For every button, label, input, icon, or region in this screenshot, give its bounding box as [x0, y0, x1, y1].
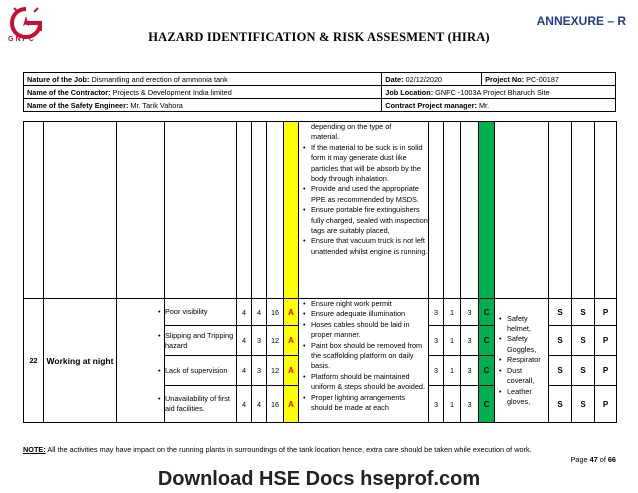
control-item: • If the material to be suck is in solid form it may generate dust like particles that will be absorb by the body through inhalation.: [311, 143, 428, 185]
residual-score: 3: [461, 326, 479, 356]
ppe-cell: [495, 299, 549, 423]
residual-severity: 1: [444, 356, 461, 386]
status-cell: S: [572, 356, 595, 386]
project-manager-cell: Contract Project manager: Mr.: [382, 99, 616, 112]
risk-level: A: [284, 356, 299, 386]
status-cell: S: [549, 326, 572, 356]
status-cell: S: [549, 386, 572, 423]
control-item: • Ensure night work permit: [311, 299, 428, 309]
activity-name: Working at night: [44, 299, 117, 423]
logo-text: GNFC: [8, 36, 36, 43]
residual-severity: 1: [444, 386, 461, 423]
risk-score: 16: [267, 299, 284, 326]
hazard-cell: • Poor visibility: [165, 299, 237, 326]
status-cell: S: [572, 326, 595, 356]
hazard-cell: • Lack of supervision: [165, 356, 237, 386]
risk-score: 16: [267, 386, 284, 423]
risk-level-cell: [284, 122, 299, 299]
risk-level: A: [284, 299, 299, 326]
residual-score: 3: [461, 356, 479, 386]
severity: 3: [252, 326, 267, 356]
status-cell: S: [572, 386, 595, 423]
page-title: HAZARD IDENTIFICATION & RISK ASSESMENT (HIRA): [148, 30, 490, 44]
job-location-cell: Job Location: GNFC -1003A Project Bharuch Site: [382, 86, 616, 99]
residual-score: 3: [461, 299, 479, 326]
control-item: • Ensure that vacuum truck is not left unattended whilst engine is running.: [311, 236, 428, 257]
control-item: • Provide and used the appropriate PPE as recommended by MSDS.: [311, 184, 428, 205]
severity: 4: [252, 299, 267, 326]
status-cell: P: [595, 326, 617, 356]
continuation-row: [24, 122, 617, 299]
severity: 4: [252, 386, 267, 423]
ppe-item: • Dust coverall,: [507, 366, 548, 387]
residual-probability: 3: [429, 299, 444, 326]
status-cell: P: [595, 356, 617, 386]
hira-table: [23, 121, 617, 423]
annexure-label: ANNEXURE – R: [536, 14, 626, 28]
residual-probability: 3: [429, 386, 444, 423]
residual-level-cell: [479, 122, 495, 299]
contractor-cell: Name of the Contractor: Projects & Development India limited: [24, 86, 382, 99]
job-info-table: [23, 72, 616, 112]
risk-level: A: [284, 386, 299, 423]
probability: 4: [237, 386, 252, 423]
control-item: • Ensure adequate illumination: [311, 309, 428, 319]
probability: 4: [237, 299, 252, 326]
residual-level: C: [479, 356, 495, 386]
status-cell: P: [595, 386, 617, 423]
risk-score: 12: [267, 326, 284, 356]
probability: 4: [237, 356, 252, 386]
serial-number: 22: [24, 299, 44, 423]
hazard-cell: • Slipping and Tripping hazard: [165, 326, 237, 356]
page-number: Page 47 of 66: [570, 455, 616, 464]
risk-score: 12: [267, 356, 284, 386]
control-measures-continued: depending on the type of material. • If the material to be suck is in solid form it may generate dust like particles that will be absorb by the body through inhalation. • Provide and used the appropriate PPE as recommended by MSDS. • Ensure portable fire extinguishers fully charged, sealed with inspection tags are suitably placed, • Ensure that vacuum truck is not left unattended whilst engine is running.: [299, 122, 429, 299]
nature-of-job-cell: Nature of the Job: Dismantling and erection of ammonia tank: [24, 73, 382, 86]
severity: 3: [252, 356, 267, 386]
control-item: • Ensure portable fire extinguishers fully charged, sealed with inspection tags are suitably placed,: [311, 205, 428, 236]
status-cell: S: [549, 356, 572, 386]
status-cell: P: [595, 299, 617, 326]
ppe-item: • Respirator: [507, 355, 548, 365]
residual-probability: 3: [429, 356, 444, 386]
download-watermark: Download HSE Docs hseprof.com: [157, 468, 481, 490]
residual-level: C: [479, 326, 495, 356]
control-item: • Proper lighting arrangements should be made at each: [311, 393, 428, 414]
control-item: • Paint box should be removed from the scaffolding platform on daily basis.: [311, 341, 428, 372]
ppe-item: • Safety helmet,: [507, 314, 548, 335]
risk-level: A: [284, 326, 299, 356]
hazard-row: [24, 299, 617, 326]
probability: 4: [237, 326, 252, 356]
residual-probability: 3: [429, 326, 444, 356]
hazard-cell: • Unavailability of first aid facilities.: [165, 386, 237, 423]
ppe-item: • Safety Goggles,: [507, 334, 548, 355]
status-cell: S: [572, 299, 595, 326]
status-cell: S: [549, 299, 572, 326]
control-measures: [299, 299, 429, 423]
residual-severity: 1: [444, 299, 461, 326]
control-item: • Hoses cables should be laid in proper manner.: [311, 320, 428, 341]
residual-score: 3: [461, 386, 479, 423]
ppe-item: • Leather gloves,: [507, 387, 548, 408]
footer-note: NOTE: All the activities may have impact on the running plants in surroundings of the tank location hence, extra care should be taken while execution of work.: [23, 445, 532, 454]
safety-engineer-cell: Name of the Safety Engineer: Mr. Tarik Vahora: [24, 99, 382, 112]
project-no-cell: Project No: PC-00187: [482, 73, 616, 86]
control-item: • Platform should be maintained uniform & steps should be avoided.: [311, 372, 428, 393]
residual-level: C: [479, 299, 495, 326]
date-cell: Date: 02/12/2020: [382, 73, 482, 86]
residual-level: C: [479, 386, 495, 423]
residual-severity: 1: [444, 326, 461, 356]
